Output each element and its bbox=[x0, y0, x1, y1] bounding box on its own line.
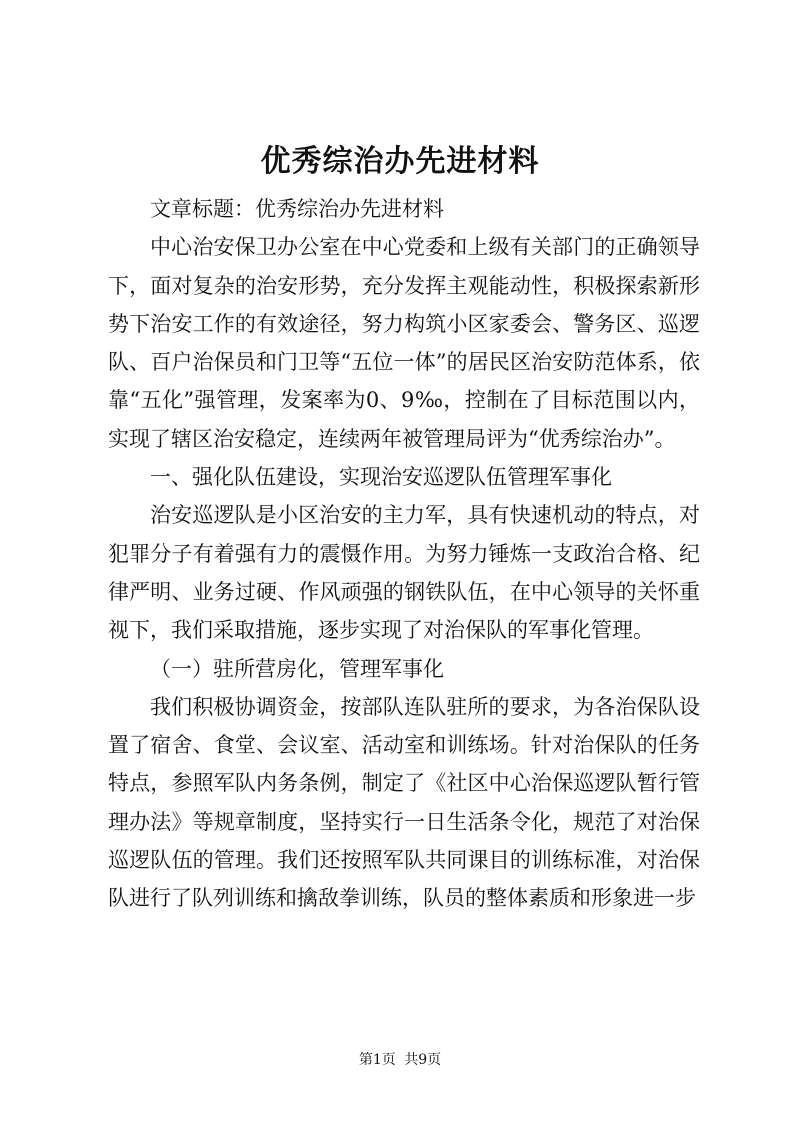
intro-paragraph: 中心治安保卫办公室在中心党委和上级有关部门的正确领导下，面对复杂的治安形势，充分发挥主观能动性，积极探索新形势下治安工作的有效途径，努力构筑小区家委会、警务区、巡逻队、百户治保员和门卫等“五位一体”的居民区治安防范体系，依靠“五化”强管理，发案率为0、9‰，控制在了目标范围以内，实现了辖区治安稳定，连续两年被管理局评为“优秀综治办”。 bbox=[108, 235, 700, 451]
document-body bbox=[108, 190, 700, 918]
subsection-heading-1: （一）驻所营房化，管理军事化 bbox=[150, 656, 444, 681]
section-heading-1: 一、强化队伍建设，实现治安巡逻队伍管理军事化 bbox=[150, 465, 612, 490]
article-title-line: 文章标题：优秀综治办先进材料 bbox=[150, 197, 444, 221]
section-1-paragraph: 治安巡逻队是小区治安的主力军，具有快速机动的特点，对犯罪分子有着强有力的震慑作用。为努力锤炼一支政治合格、纪律严明、业务过硬、作风顽强的钢铁队伍，在中心领导的关怀重视下，我们采取措施，逐步实现了对治保队的军事化管理。 bbox=[108, 503, 700, 643]
page-number: 第1页 bbox=[358, 1052, 396, 1068]
document-title: 优秀综治办先进材料 bbox=[260, 144, 540, 179]
page-footer bbox=[0, 1050, 800, 1070]
subsection-1-paragraph: 我们积极协调资金，按部队连队驻所的要求，为各治保队设置了宿舍、食堂、会议室、活动室和训练场。针对治保队的任务特点，参照军队内务条例，制定了《社区中心治保巡逻队暂行管理办法》等规章制度，坚持实行一日生活条令化，规范了对治保巡逻队伍的管理。我们还按照军队共同课目的训练标准，对治保队进行了队列训练和擒敌拳训练，队员的整体素质和形象进一步 bbox=[108, 694, 700, 911]
page-total: 共9页 bbox=[404, 1052, 442, 1068]
